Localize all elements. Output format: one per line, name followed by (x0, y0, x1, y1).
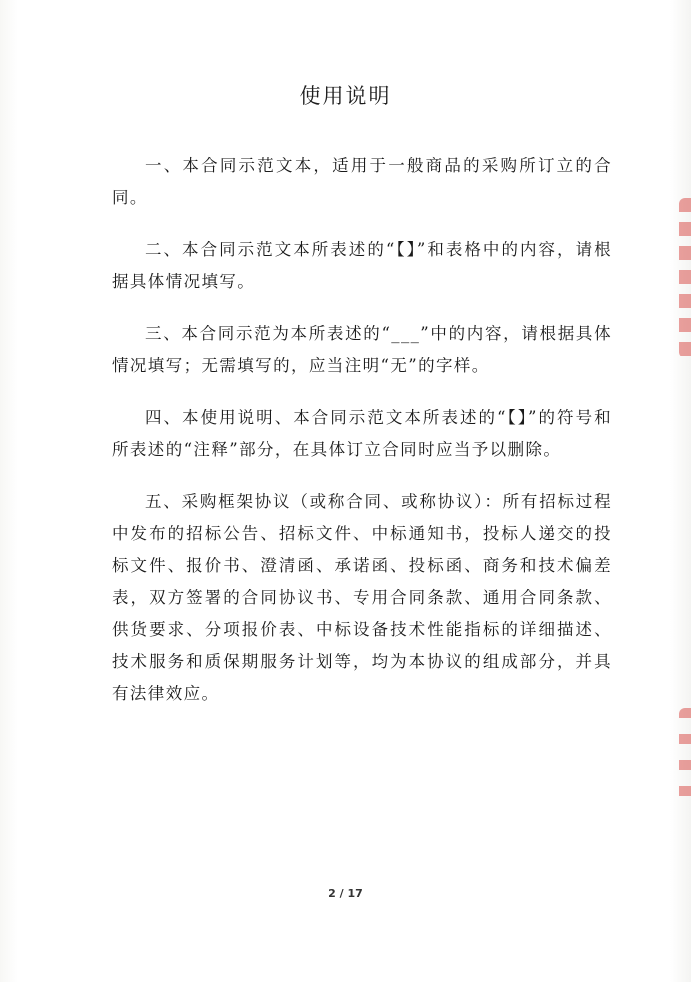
paragraph-1: 一、本合同示范文本，适用于一般商品的采购所订立的合同。 (112, 156, 612, 207)
paragraph-5: 五、采购框架协议（或称合同、或称协议）：所有招标过程中发布的招标公告、招标文件、中标通知书，投标人递交的投标文件、报价书、澄清函、承诺函、投标函、商务和技术偏差表，双方签署的合同协议书、专用合同条款、通用合同条款、供货要求、分项报价表、中标设备技术性能指标的详细描述、技术服务和质保期服务计划等，均为本协议的组成部分，并具有法律效应。 (112, 492, 612, 703)
page-number: 2 / 17 (328, 887, 363, 900)
seal-edge-mark-bottom (679, 708, 691, 808)
paragraph-3: 三、本合同示范为本所表述的“___”中的内容，请根据具体情况填写；无需填写的，应当注明“无”的字样。 (112, 324, 612, 375)
document-body (112, 150, 612, 730)
paragraph-2: 二、本合同示范文本所表述的“【】”和表格中的内容，请根据具体情况填写。 (112, 240, 612, 291)
seal-edge-mark-top (679, 198, 691, 358)
paragraph-4: 四、本使用说明、本合同示范文本所表述的“【】”的符号和所表述的“注释”部分，在具体订立合同时应当予以删除。 (112, 408, 612, 459)
page-title: 使用说明 (299, 84, 392, 108)
